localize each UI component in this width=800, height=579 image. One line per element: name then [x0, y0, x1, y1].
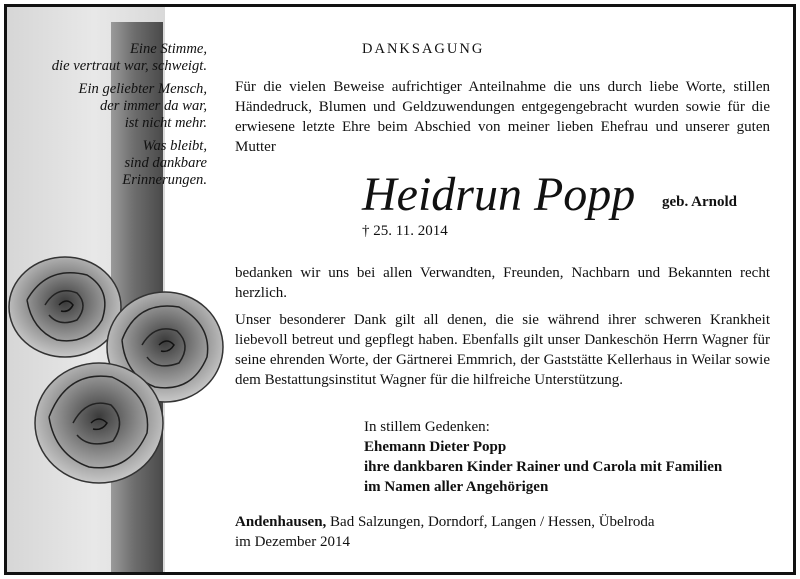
poem-stanza-1 — [17, 41, 207, 75]
signature-line: Ehemann Dieter Popp — [364, 439, 507, 455]
poem-line: Ein geliebter Mensch, — [78, 81, 207, 97]
poem-line: der immer da war, — [99, 98, 207, 114]
rose-icon — [9, 257, 121, 357]
special-thanks-text: Unser besonderer Dank gilt all denen, die sie während ihrer schweren Krankheit liebevoll betreut und gepflegt haben. Ebenfalls gilt unser Dankeschön Herrn Wagner für seine ehrenden Worte, der Gärtnerei Emmrich, der Gaststätte Kellerhaus in Weilar sowie dem Bestattungsinstitut Wagner für die hilfreiche Unterstützung. — [235, 312, 770, 388]
poem-line: Eine Stimme, — [129, 41, 207, 57]
special-thanks-paragraph — [235, 310, 770, 390]
thanks-text: bedanken wir uns bei allen Verwandten, Freunden, Nachbarn und Bekannten recht herzlich. — [235, 265, 770, 301]
deceased-name: Heidrun Popp — [362, 168, 636, 221]
obituary-notice — [4, 4, 796, 575]
signature-block — [364, 417, 722, 497]
death-date: † 25. 11. 2014 — [362, 223, 448, 239]
poem-line: sind dankbare — [124, 155, 207, 171]
poem-line: die vertraut war, schweigt. — [51, 58, 207, 74]
poem-line: Was bleibt, — [142, 138, 207, 154]
intro-text: Für die vielen Beweise aufrichtiger Anteilnahme die uns durch liebe Worte, stillen Händedruck, Blumen und Geldzuwendungen entgegengebracht wurden sowie für die erwiesene letzte Ehre beim Abschied von meiner lieben Ehefrau und unserer guten Mutter — [235, 79, 770, 155]
roses-image — [7, 245, 227, 575]
poem-line: ist nicht mehr. — [124, 115, 207, 131]
poem-stanza-2 — [17, 81, 207, 132]
place-and-date — [235, 512, 655, 552]
home-town: Andenhausen, — [235, 514, 327, 530]
poem-stanza-3 — [17, 138, 207, 189]
other-towns: Bad Salzungen, Dorndorf, Langen / Hessen, Übelroda — [326, 514, 655, 530]
signature-intro: In stillem Gedenken: — [364, 419, 490, 435]
signature-line: ihre dankbaren Kinder Rainer und Carola mit Familien — [364, 459, 723, 475]
signature-line: im Namen aller Angehörigen — [364, 479, 549, 495]
thanks-paragraph — [235, 263, 770, 303]
poem — [17, 41, 207, 195]
birth-name: geb. Arnold — [662, 194, 738, 210]
date-line: im Dezember 2014 — [235, 534, 350, 550]
place-line — [235, 512, 655, 532]
poem-line: Erinnerungen. — [122, 172, 207, 188]
page-title: DANKSAGUNG — [362, 41, 485, 57]
rose-icon — [35, 363, 163, 483]
intro-paragraph — [235, 77, 770, 157]
